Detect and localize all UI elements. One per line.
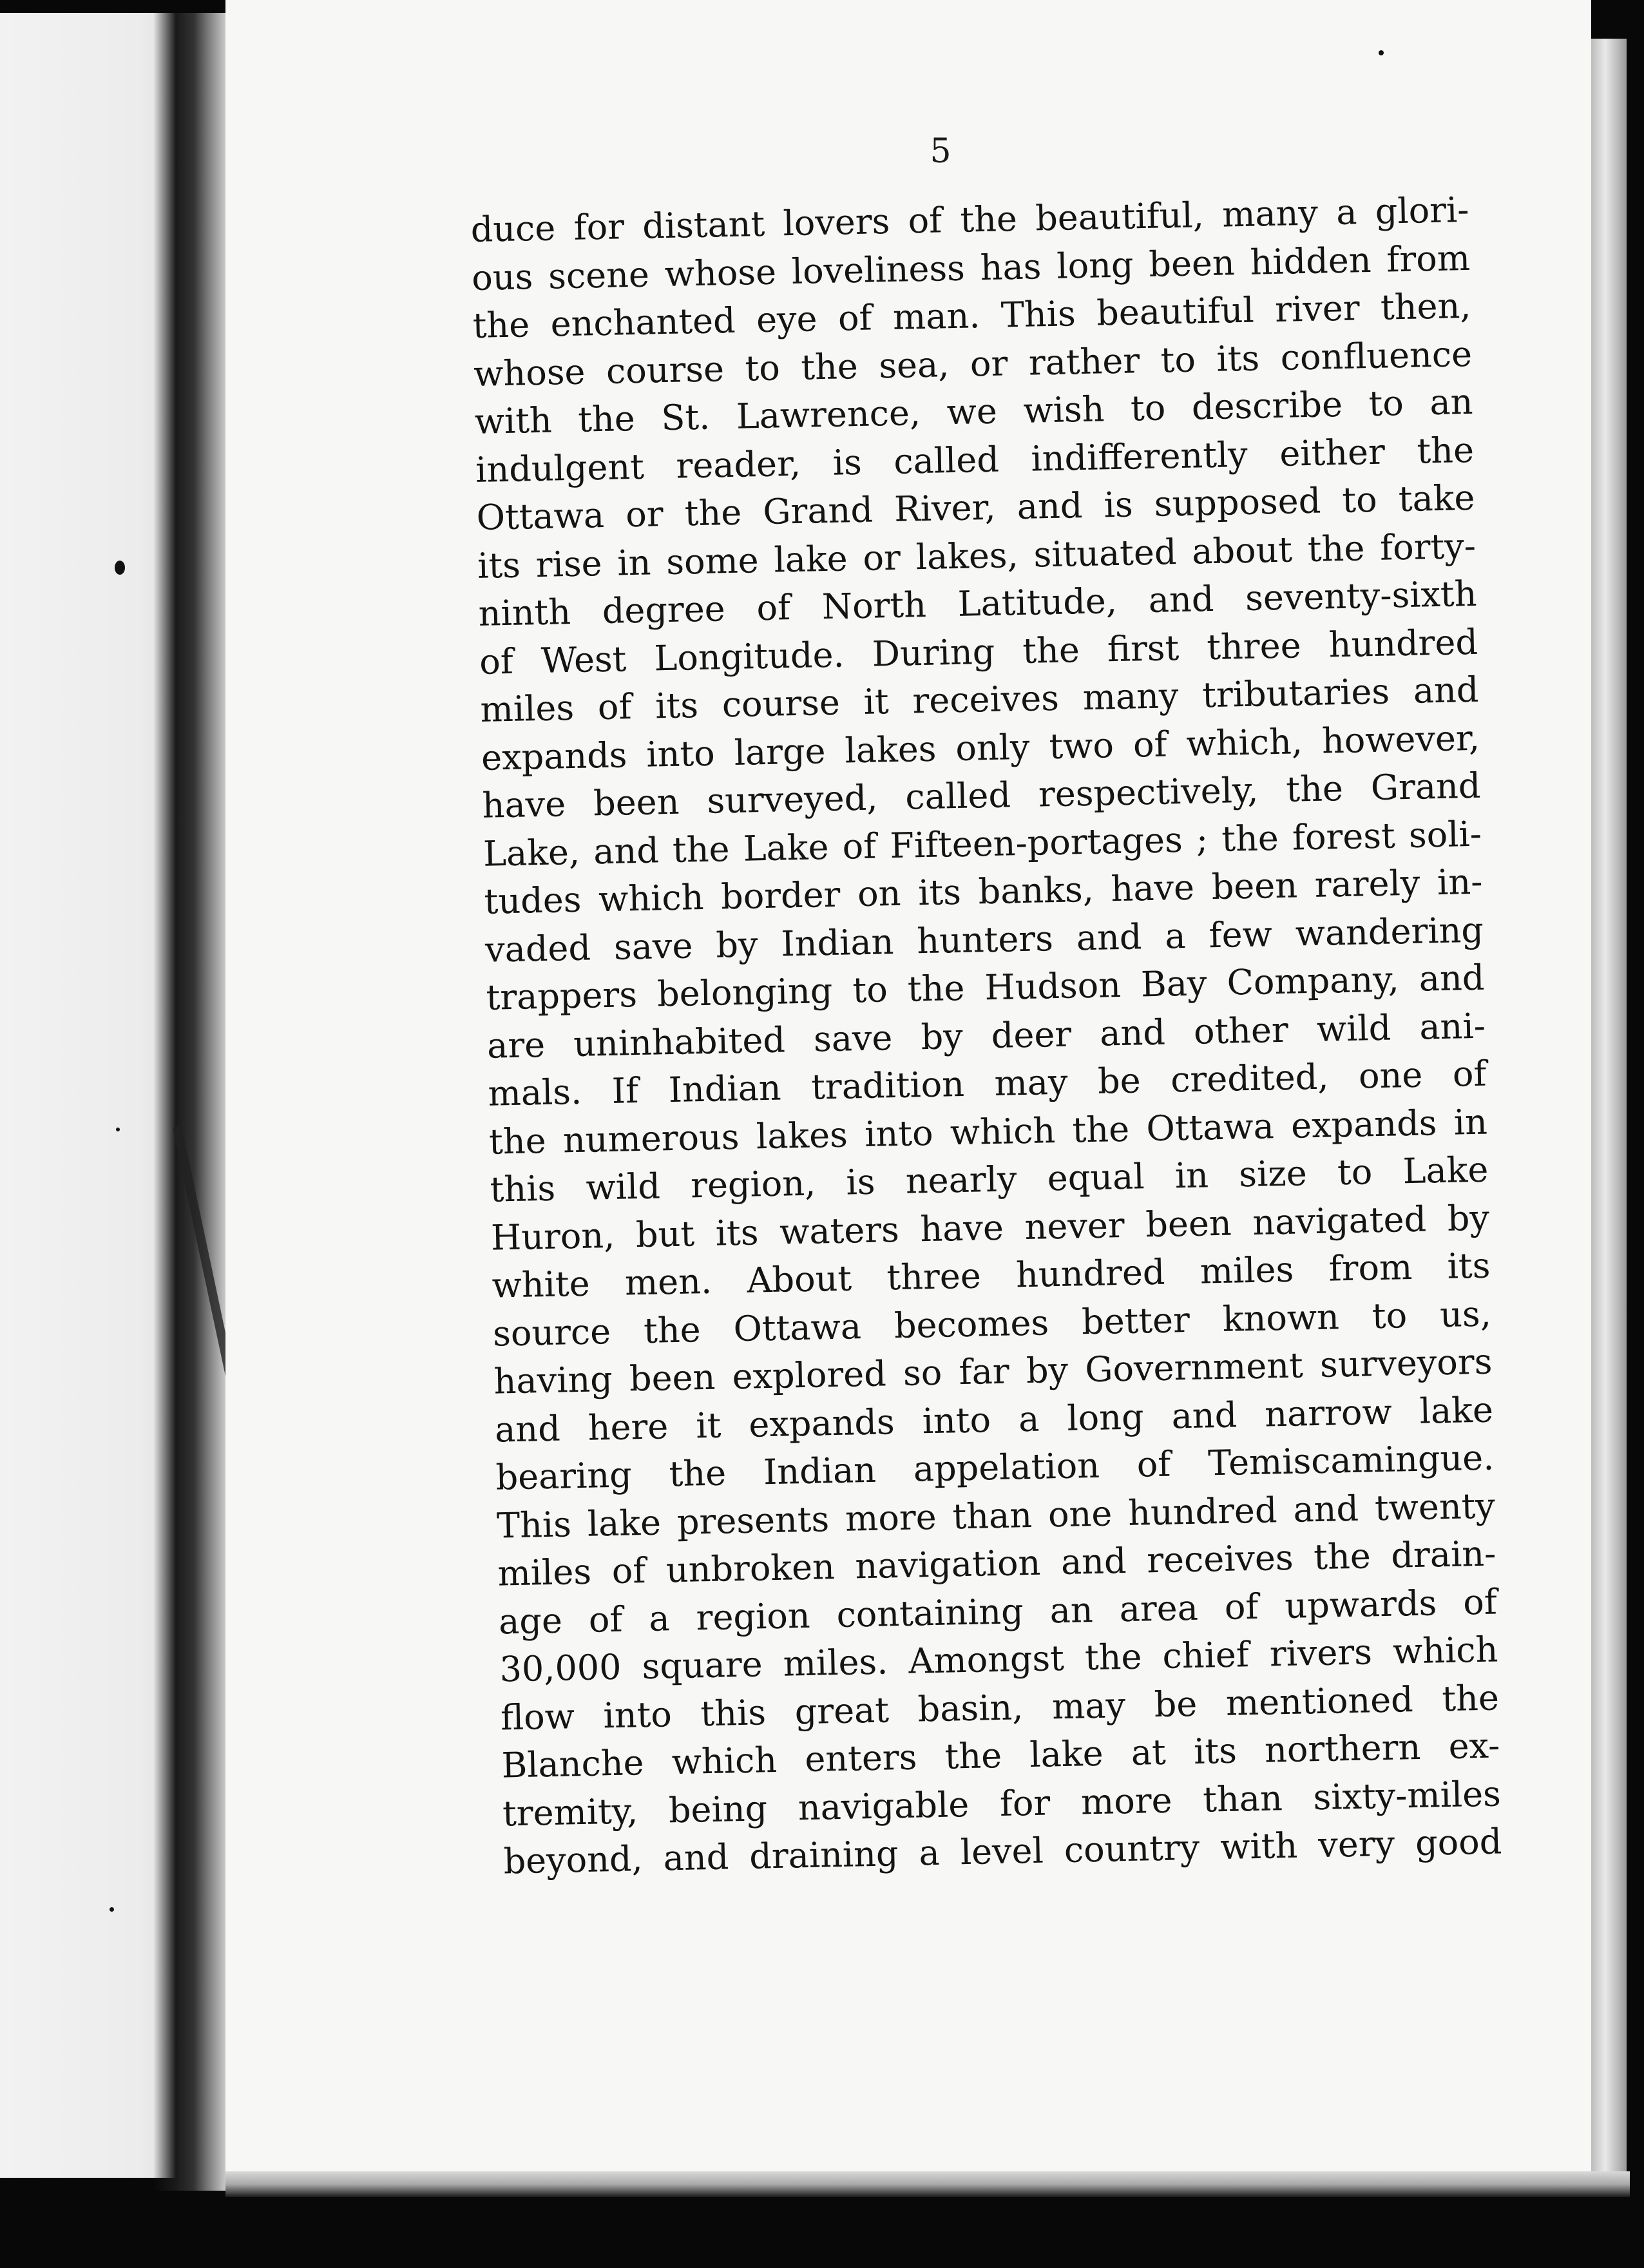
text-line: are uninhabited save by deer and other wild ani- <box>486 1005 1486 1066</box>
text-line: bearing the Indian appelation of Temiscamingue. <box>495 1437 1495 1498</box>
text-line: and here it expands into a long and narrow lake <box>494 1389 1494 1450</box>
text-line: tudes which border on its banks, have been rarely in- <box>484 861 1483 922</box>
text-line: vaded save by Indian hunters and a few wandering <box>484 909 1484 970</box>
text-line: 30,000 square miles. Amongst the chief rivers which <box>499 1629 1498 1690</box>
text-line: having been explored so far by Government surveyors <box>493 1341 1493 1402</box>
text-line: its rise in some lake or lakes, situated about the forty- <box>477 525 1477 586</box>
text-line: Huron, but its waters have never been navigated by <box>490 1197 1490 1258</box>
ink-speck <box>110 1907 114 1912</box>
text-line: miles of unbroken navigation and receives the drain- <box>497 1533 1496 1594</box>
text-line: duce for distant lovers of the beautiful, many a glori- <box>470 189 1470 250</box>
text-line: Lake, and the Lake of Fifteen-portages ; the forest soli- <box>483 813 1482 874</box>
text-line: source the Ottawa becomes better known to us, <box>492 1293 1492 1354</box>
body-text <box>470 186 1502 1886</box>
page-bottom-edge <box>225 2171 1630 2197</box>
text-line: mals. If Indian tradition may be credited, one of <box>488 1053 1487 1114</box>
text-line: ous scene whose loveliness has long been hidden from <box>471 237 1471 298</box>
ink-speck <box>1379 50 1384 55</box>
ink-speck <box>115 561 125 575</box>
text-line: have been surveyed, called respectively, the Grand <box>482 765 1481 826</box>
text-line: trappers belonging to the Hudson Bay Company, and <box>486 957 1485 1018</box>
text-line: age of a region containing an area of upwards of <box>498 1581 1498 1642</box>
text-line: expands into large lakes only two of which, however, <box>481 717 1480 778</box>
text-line: miles of its course it receives many tributaries and <box>480 669 1480 730</box>
ink-speck <box>116 1128 120 1131</box>
text-line: beyond, and draining a level country with very good <box>502 1821 1502 1882</box>
text-line: Blanche which enters the lake at its northern ex- <box>501 1725 1500 1786</box>
text-line: with the St. Lawrence, we wish to describe to an <box>474 381 1474 442</box>
text-line: flow into this great basin, may be mentioned the <box>500 1677 1500 1738</box>
text-line: white men. About three hundred miles from its <box>491 1245 1491 1306</box>
text-line: whose course to the sea, or rather to its confluence <box>473 333 1473 394</box>
text-line: ninth degree of North Latitude, and seventy-sixth <box>478 573 1478 634</box>
text-line: the numerous lakes into which the Ottawa expands in <box>488 1101 1488 1162</box>
text-line: this wild region, is nearly equal in size to Lake <box>490 1149 1489 1210</box>
text-line: of West Longitude. During the first three hundred <box>479 621 1478 682</box>
page-number: 5 <box>930 132 951 171</box>
text-line: tremity, being navigable for more than sixty-miles <box>502 1773 1502 1834</box>
text-line: indulgent reader, is called indifferently either the <box>475 429 1475 490</box>
text-line: This lake presents more than one hundred and twenty <box>496 1485 1496 1546</box>
page-stack-edge <box>1591 39 1627 2184</box>
text-line: the enchanted eye of man. This beautiful river then, <box>472 285 1472 346</box>
text-line: Ottawa or the Grand River, and is supposed to take <box>476 477 1476 538</box>
